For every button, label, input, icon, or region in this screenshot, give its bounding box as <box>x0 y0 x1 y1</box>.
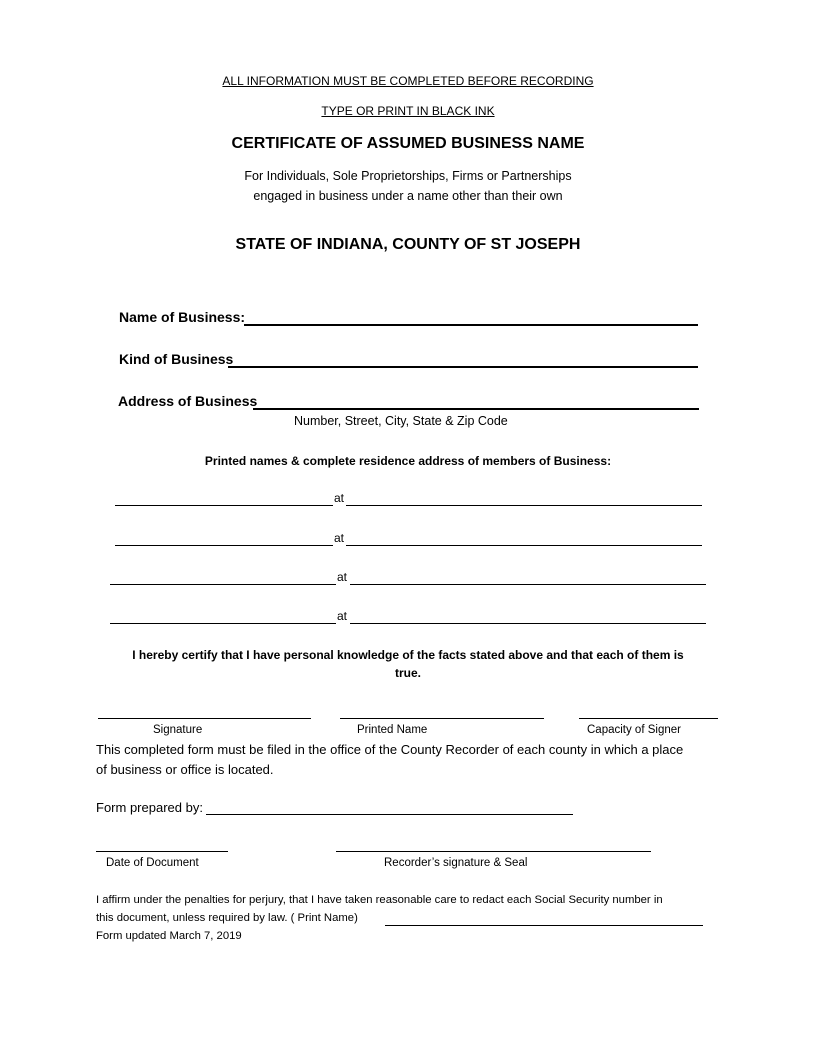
certification-text-1: I hereby certify that I have personal knowledge of the facts stated above and that each of them is <box>132 648 684 662</box>
certification-text-2: true. <box>394 666 421 680</box>
filing-note-2: of business or office is located. <box>96 762 274 777</box>
capacity-line[interactable] <box>579 718 718 719</box>
affirmation-print-name-line[interactable] <box>385 925 703 926</box>
affirmation-text-1: I affirm under the penalties for perjury, that I have taken reasonable care to redact each Social Security number in <box>96 894 663 906</box>
form-updated-date: Form updated March 7, 2019 <box>96 930 242 942</box>
at-separator: at <box>337 609 348 623</box>
printed-name-label: Printed Name <box>357 724 428 736</box>
instruction-line-complete: ALL INFORMATION MUST BE COMPLETED BEFORE RECORDING <box>222 74 594 88</box>
instruction-line-ink: TYPE OR PRINT IN BLACK INK <box>321 104 495 118</box>
filing-note-1: This completed form must be filed in the office of the County Recorder of each county in which a place <box>96 742 684 757</box>
form-subtitle-1: For Individuals, Sole Proprietorships, Firms or Partnerships <box>244 169 572 183</box>
member-address-line[interactable] <box>346 545 702 546</box>
member-address-line[interactable] <box>346 505 702 506</box>
member-address-line[interactable] <box>350 584 706 585</box>
member-name-line[interactable] <box>110 623 336 624</box>
business-name-label: Name of Business: <box>119 309 246 325</box>
form-subtitle-2: engaged in business under a name other than their own <box>253 189 563 203</box>
signature-label: Signature <box>153 724 203 736</box>
prepared-by-line[interactable] <box>206 814 573 815</box>
form-title: CERTIFICATE OF ASSUMED BUSINESS NAME <box>231 135 585 152</box>
business-name-input-line[interactable] <box>244 324 698 326</box>
affirmation-text-2: this document, unless required by law. ( Print Name) <box>96 912 358 924</box>
business-address-label: Address of Business <box>118 393 258 409</box>
at-separator: at <box>337 570 348 584</box>
prepared-by-label: Form prepared by: <box>96 800 203 815</box>
printed-name-line[interactable] <box>340 718 544 719</box>
signature-line[interactable] <box>98 718 311 719</box>
business-kind-label: Kind of Business <box>119 351 234 367</box>
jurisdiction-heading: STATE OF INDIANA, COUNTY OF ST JOSEPH <box>235 236 581 253</box>
at-separator: at <box>334 531 345 545</box>
member-address-line[interactable] <box>350 623 706 624</box>
member-name-line[interactable] <box>115 545 333 546</box>
member-name-line[interactable] <box>110 584 336 585</box>
address-format-hint: Number, Street, City, State & Zip Code <box>294 414 508 428</box>
date-of-document-label: Date of Document <box>106 857 199 869</box>
recorder-signature-line[interactable] <box>336 851 651 852</box>
business-kind-input-line[interactable] <box>228 366 698 368</box>
recorder-signature-label: Recorder’s signature & Seal <box>384 857 528 869</box>
member-name-line[interactable] <box>115 505 333 506</box>
members-heading: Printed names & complete residence address of members of Business: <box>204 454 612 468</box>
capacity-label: Capacity of Signer <box>587 724 681 736</box>
at-separator: at <box>334 491 345 505</box>
date-of-document-line[interactable] <box>96 851 228 852</box>
business-address-input-line[interactable] <box>253 408 699 410</box>
